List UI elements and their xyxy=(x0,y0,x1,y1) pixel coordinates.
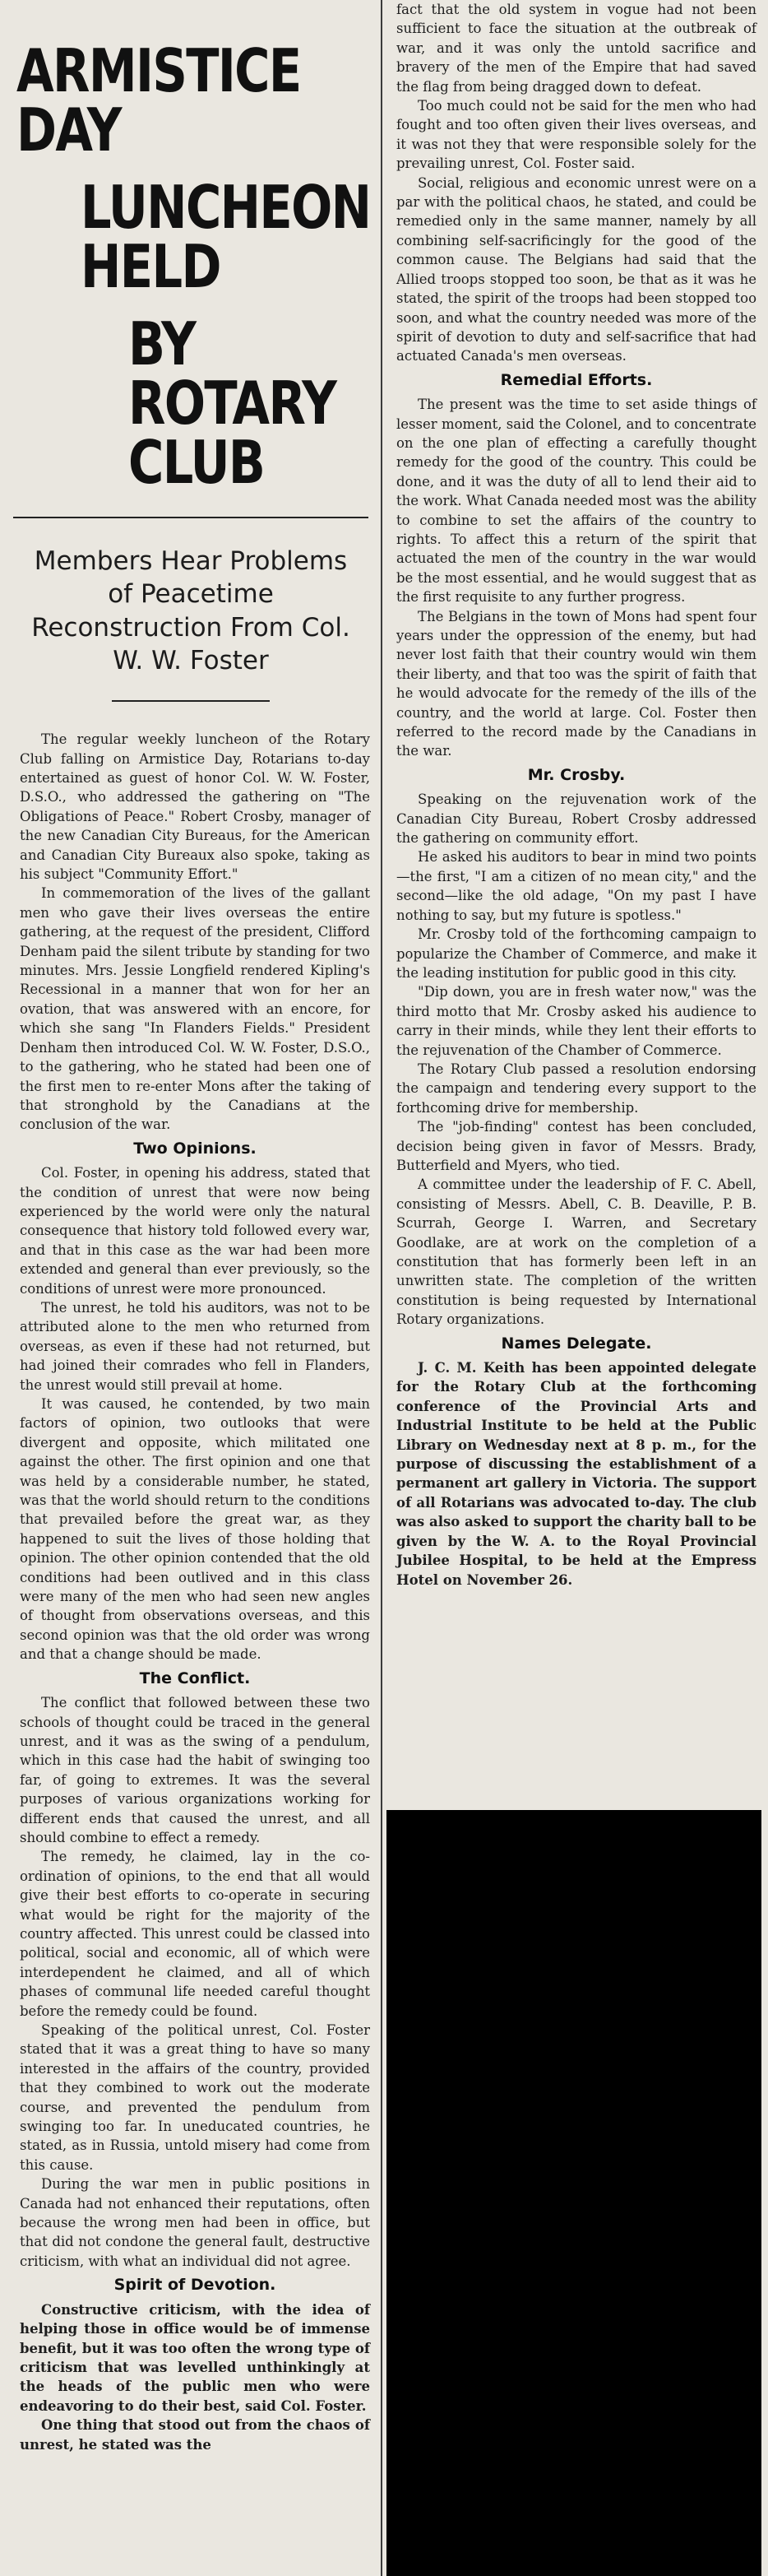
section-heading-names-delegate: Names Delegate. xyxy=(501,1334,652,1353)
headline-line-3: BY ROTARY CLUB xyxy=(128,309,336,497)
paragraph-group xyxy=(20,1163,370,1664)
paragraph: In commemoration of the lives of the gallant men who gave their lives overseas the entire gathering, at the request of the president, Clifford Denham paid the silent tribute by standing for two minutes. Mrs. Jessie Longfield rendered Kipling's Recessional in a manner that won for her an ovation, that was answered with an encore, for which she sang "In Flanders Fields." President Denham then introduced Col. W. W. Foster, D.S.O., to the gathering, who he stated had been one of the first men to re-enter Mons after the taking of that stronghold by the Canadians at the conclusion of the war. xyxy=(20,885,370,1133)
paragraph: Mr. Crosby told of the forthcoming campaign to popularize the Chamber of Commerce, and make it the leading institution for public good in this city. xyxy=(396,926,756,981)
paragraph-group xyxy=(396,790,756,1329)
section-heading-remedial: Remedial Efforts. xyxy=(500,370,653,389)
paragraph: "Dip down, you are in fresh water now," was the third motto that Mr. Crosby asked his audience to carry in their minds, while they lent their efforts to the rejuvenation of the Chamber of Commerce. xyxy=(396,984,756,1058)
paragraph: Speaking of the political unrest, Col. Foster stated that it was a great thing to have so many interested in the affairs of the country, provided that they combined to work out the moderate course, and prevented the pendulum from swinging too far. In uneducated countries, he stated, as in Russia, untold misery had come from this cause. xyxy=(20,2022,370,2173)
article-body-right xyxy=(386,0,761,1590)
paragraph: During the war men in public positions in Canada had not enhanced their reputations, often because the wrong men had been in office, but that did not condone the general fault, destructive criticism, with what an individual did not agree. xyxy=(20,2176,370,2269)
paragraph: Constructive criticism, with the idea of helping those in office would be of immense benefit, but it was too often the wrong type of criticism that was levelled unthinkingly at the heads of the public men who were endeavoring to do their best, said Col. Foster. xyxy=(20,2301,370,2414)
headline-line-1: ARMISTICE DAY xyxy=(16,36,301,165)
paragraph: The unrest, he told his auditors, was not to be attributed alone to the men who returned from overseas, as even if these had not returned, but had joined their comrades who fell in Flanders, the unrest would still prevail at home. xyxy=(20,1299,370,1393)
paragraph-group xyxy=(20,2300,370,2454)
paragraph-group xyxy=(396,395,756,761)
section-heading-conflict: The Conflict. xyxy=(139,1669,251,1687)
section-heading-devotion: Spirit of Devotion. xyxy=(113,2276,276,2295)
subheadline: Members Hear Problems of Peacetime Reconstruction From Col. W. W. Foster xyxy=(31,546,350,675)
paragraph-group xyxy=(396,0,756,366)
paragraph: The present was the time to set aside things of lesser moment, said the Colonel, and to concentrate on the one plan of effecting a carefully thought remedy for the good of the country. This could be done, and it was the duty of all to lend their aid to the work. What Canada needed most was the ability to combine to set the affairs of the country to rights. To affect this a return of the spirit that actuated the men of the country in the war would be the most essential, and he would suggest that as the first requisite to any further progress. xyxy=(396,397,756,606)
paragraph: He asked his auditors to bear in mind two points—the first, "I am a citizen of no mean city," and the second—like the old adage, "On my past I have nothing to say, but my future is spotless." xyxy=(396,849,756,923)
paragraph: J. C. M. Keith has been appointed delegate for the Rotary Club at the forthcoming conference of the Provincial Arts and Industrial Institute to be held at the Public Library on Wednesday next at 8 p. m., for the purpose of discussing the establishment of a permanent art gallery in Victoria. The support of all Rotarians was advocated to-day. The club was also asked to support the charity ball to be given by the W. A. to the Royal Provincial Jubilee Hospital, to be held at the Empress Hotel on November 26. xyxy=(396,1360,756,1588)
paragraph-group xyxy=(396,1358,756,1590)
paragraph: The regular weekly luncheon of the Rotary Club falling on Armistice Day, Rotarians to-day entertained as guest of honor Col. W. W. Foster, D.S.O., who addressed the gathering on "The Obligations of Peace." Robert Crosby, manager of the new Canadian City Bureaus, for the American and Canadian City Bureaux also spoke, taking as his subject "Community Effort." xyxy=(20,731,370,883)
paragraph: fact that the old system in vogue had not been sufficient to face the situation at the outbreak of war, and it was only the untold sacrifice and bravery of the men of the Empire that had saved the flag from being dragged down to defeat. xyxy=(396,2,756,95)
section-heading-two-opinions: Two Opinions. xyxy=(133,1139,257,1158)
headline-line-2: LUNCHEON HELD xyxy=(81,173,371,301)
paragraph: The "job-finding" contest has been concluded, decision being given in favor of Messrs. Brady, Butterfield and Myers, who tied. xyxy=(396,1119,756,1173)
paragraph: Social, religious and economic unrest were on a par with the political chaos, he stated, and could be remedied only in the same manner, namely by all combining self-sacrificingly for the good of the common cause. The Belgians had said that the Allied troops stopped too soon, be that as it was he stated, the spirit of the troops had been stopped too soon, and what the country needed was more of the spirit of devotion to duty and self-sacrifice that had actuated Canada's men overseas. xyxy=(396,174,756,364)
paragraph-group xyxy=(20,730,370,1135)
paragraph: The remedy, he claimed, lay in the co-ordination of opinions, to the end that all would give their best efforts to co-operate in securing what would be right for the majority of the country affected. This unrest could be classed into political, social and economic, all of which were interdependent he claimed, and all of which phases of communal life needed careful thought before the remedy could be found. xyxy=(20,1849,370,2019)
right-column xyxy=(386,0,761,1590)
paragraph: The Belgians in the town of Mons had spent four years under the oppression of the enemy, but had never lost faith that their country would win them their liberty, and that too was the spirit of faith that he would advocate for the remedy of the ills of the country, and the world at large. Col. Foster then referred to the record made by the Canadians in the war. xyxy=(396,608,756,759)
paragraph: Speaking on the rejuvenation work of the Canadian City Bureau, Robert Crosby addressed the gathering on community effort. xyxy=(396,791,756,847)
paragraph: Col. Foster, in opening his address, stated that the condition of unrest that were now being experienced by the world were only the natural consequence that history told followed every war, and that in this case as the war had been more extended and general than ever previously, so the conditions of unrest were more pronounced. xyxy=(20,1165,370,1297)
article-body-left xyxy=(5,730,377,2454)
redacted-black-area xyxy=(386,1810,761,2576)
subhead-rule xyxy=(112,700,270,702)
paragraph: Too much could not be said for the men who had fought and too often given their lives overseas, and it was not they that were responsible solely for the prevailing unrest, Col. Foster said. xyxy=(396,98,756,172)
headline-rule xyxy=(13,517,368,518)
column-divider xyxy=(381,0,382,2576)
paragraph: A committee under the leadership of F. C. Abell, consisting of Messrs. Abell, C. B. Deaville, P. B. Scurrah, George I. Warren, and Secretary Goodlake, are at work on the completion of a constitution that has formerly been left in an unwritten state. The completion of the written constitution is being requested by International Rotary organizations. xyxy=(396,1177,756,1328)
paragraph: It was caused, he contended, by two main factors of opinion, two outlooks that were divergent and opposite, which militated one against the other. The first opinion and one that was held by a considerable number, he stated, was that the world should return to the conditions that prevailed before the great war, as they happened to suit the lives of those holding that opinion. The other opinion contended that the old conditions had been outlived and in this class were many of the men who had seen new angles of thought from observations overseas, and this second opinion was that the old order was wrong and that a change should be made. xyxy=(20,1396,370,1663)
paragraph: One thing that stood out from the chaos of unrest, he stated was the xyxy=(20,2417,370,2453)
paragraph-group xyxy=(20,1693,370,2271)
paragraph: The Rotary Club passed a resolution endorsing the campaign and tendering every support to the forthcoming drive for membership. xyxy=(396,1061,756,1116)
left-column xyxy=(5,16,377,2454)
paragraph: The conflict that followed between these two schools of thought could be traced in the general unrest, and it was as the swing of a pendulum, which in this case had the habit of swinging too far, of going to extremes. It was the several purposes of various organizations working for different ends that caused the unrest, and all should combine to effect a remedy. xyxy=(20,1695,370,1845)
section-heading-crosby: Mr. Crosby. xyxy=(527,765,626,784)
